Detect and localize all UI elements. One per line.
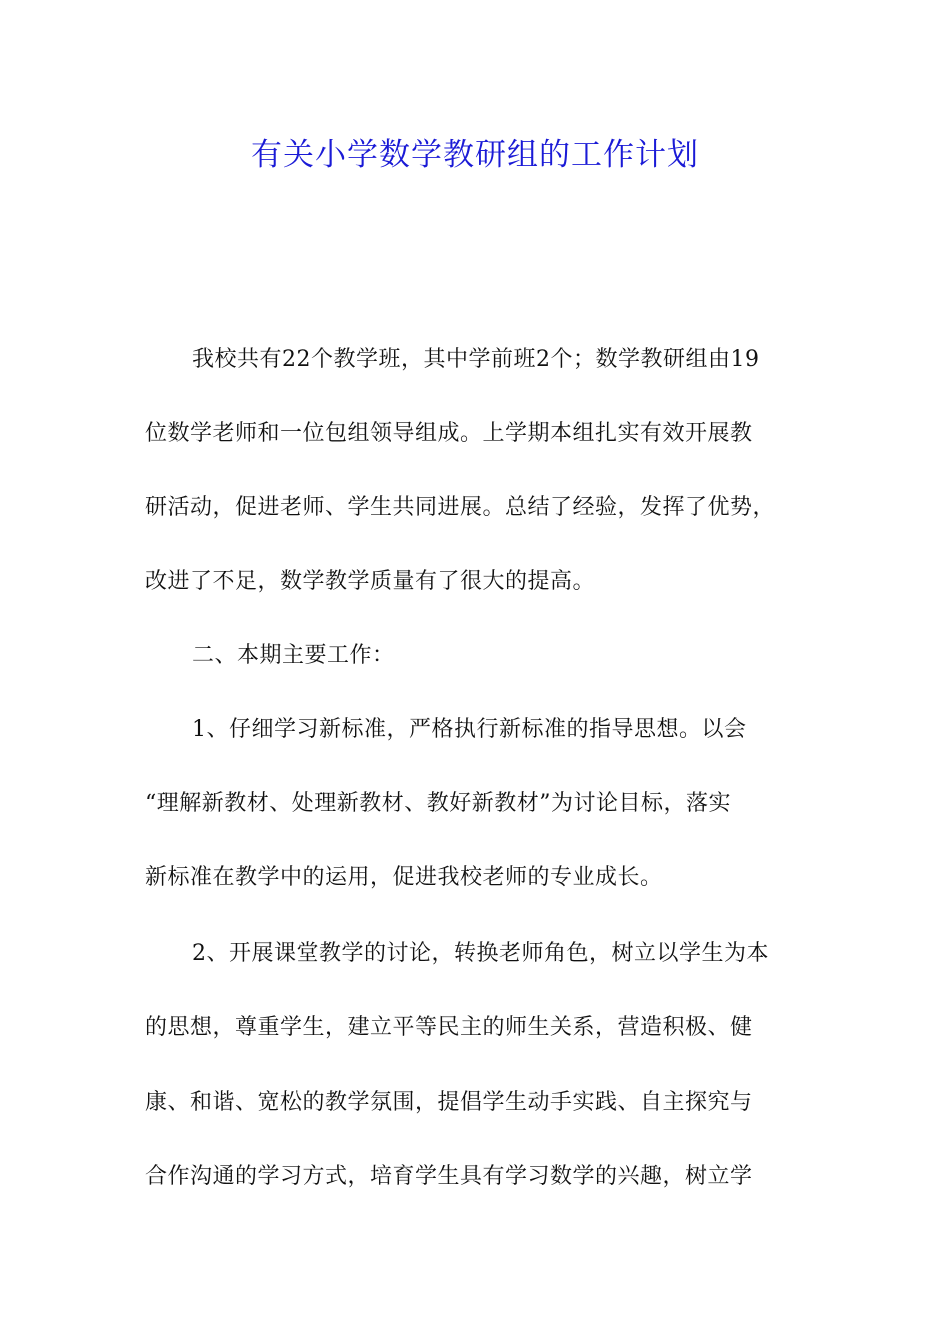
- paragraph-line: 改进了不足，数学教学质量有了很大的提高。: [145, 569, 596, 594]
- paragraph-line: 合作沟通的学习方式，培育学生具有学习数学的兴趣，树立学: [145, 1164, 753, 1189]
- paragraph-line: 1、仔细学习新标准，严格执行新标准的指导思想。以会: [192, 717, 747, 742]
- paragraph-line: 2、开展课堂教学的讨论，转换老师角色，树立以学生为本: [192, 941, 769, 966]
- paragraph-line: 的思想，尊重学生，建立平等民主的师生关系，营造积极、健: [145, 1015, 753, 1040]
- paragraph-line: 我校共有22个教学班，其中学前班2个；数学教研组由19: [192, 347, 760, 372]
- paragraph-line: 位数学老师和一位包组领导组成。上学期本组扎实有效开展教: [145, 421, 753, 446]
- paragraph-line: 新标准在教学中的运用，促进我校老师的专业成长。: [145, 865, 663, 890]
- paragraph-line: 康、和谐、宽松的教学氛围，提倡学生动手实践、自主探究与: [145, 1090, 753, 1115]
- paragraph-line: 研活动，促进老师、学生共同进展。总结了经验，发挥了优势，: [145, 495, 776, 520]
- document-title: 有关小学数学教研组的工作计划: [251, 137, 699, 173]
- paragraph-line: “理解新教材、处理新教材、教好新教材”为讨论目标，落实: [145, 791, 731, 816]
- section-heading: 二、本期主要工作：: [192, 643, 395, 668]
